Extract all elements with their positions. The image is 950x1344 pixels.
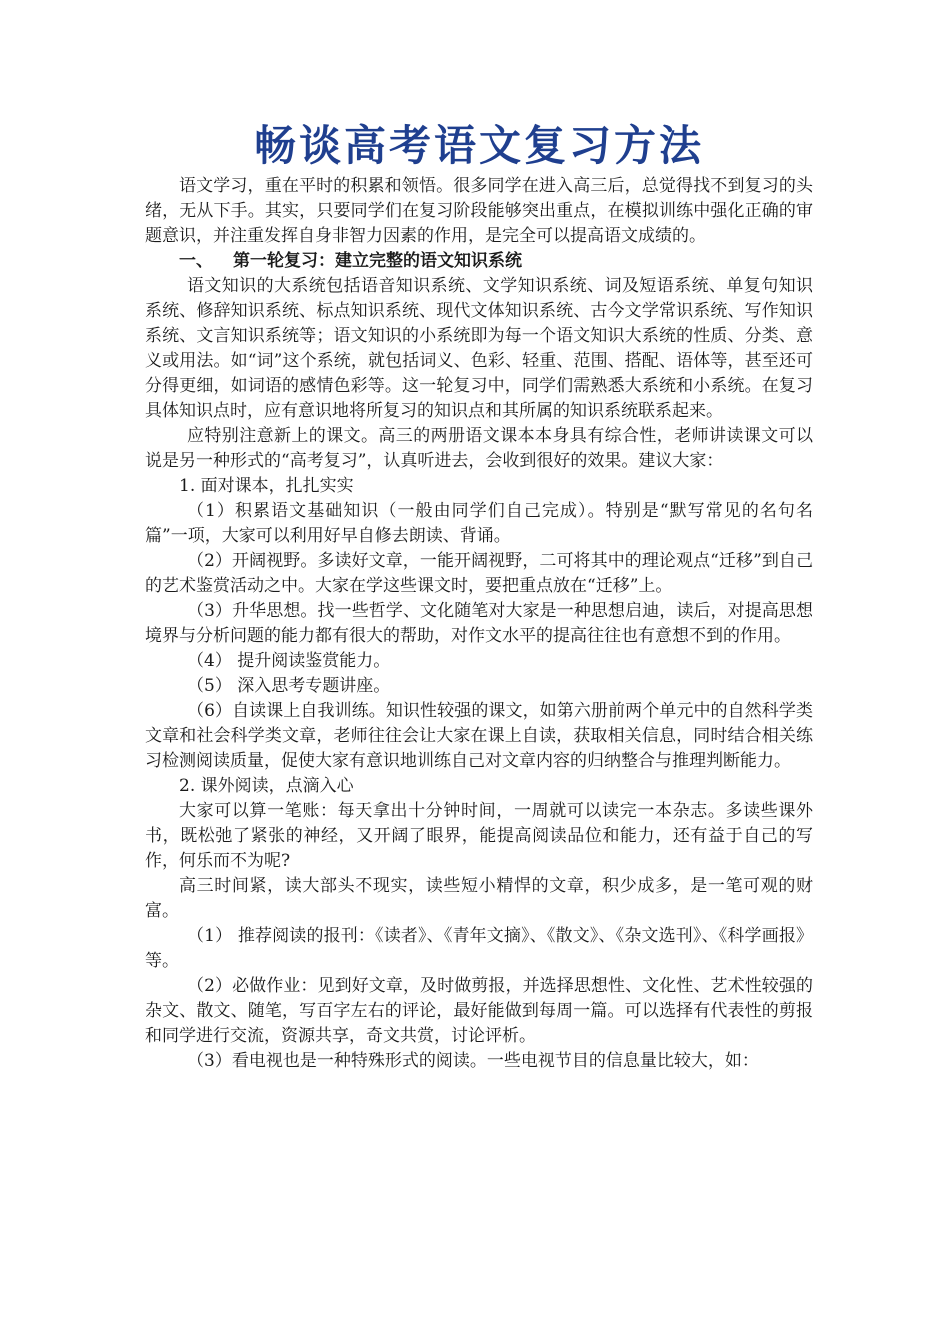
paragraph-short-articles: 高三时间紧，读大部头不现实，读些短小精悍的文章，积少成多，是一笔可观的财富。 bbox=[145, 876, 813, 921]
subheading-textbook: 1. 面对课本，扎扎实实 bbox=[179, 476, 354, 496]
list-item-self-training: （6）自读课上自我训练。知识性较强的课文，如第六册前两个单元中的自然科学类文章和社会科学类文章，老师往往会让大家在课上自读，获取相关信息，同时结合相关练习检测阅读质量，促使大家有意识地训练自己对文章内容的归纳整合与推理判断能力。 bbox=[145, 701, 813, 771]
list-item-television: （3）看电视也是一种特殊形式的阅读。一些电视节目的信息量比较大，如： bbox=[187, 1051, 759, 1071]
paragraph-knowledge-system: 语文知识的大系统包括语音知识系统、文学知识系统、词及短语系统、单复句知识系统、修辞知识系统、标点知识系统、现代文体知识系统、古今文学常识系统、写作知识系统、文言知识系统等；语文知识的小系统即为每一个语文知识大系统的性质、分类、意义或用法。如“词”这个系统，就包括词义、色彩、轻重、范围、搭配、语体等，甚至还可分得更细，如词语的感情色彩等。这一轮复习中，同学们需熟悉大系统和小系统。在复习具体知识点时，应有意识地将所复习的知识点和其所属的知识系统联系起来。 bbox=[145, 276, 813, 421]
section-heading bbox=[145, 249, 813, 274]
document-page bbox=[145, 118, 813, 1074]
list-item-reading-ability: （4） 提升阅读鉴赏能力。 bbox=[187, 651, 391, 671]
list-item-recommended-journals: （1） 推荐阅读的报刊：《读者》、《青年文摘》、《散文》、《杂文选刊》、《科学画报》等。 bbox=[145, 926, 813, 971]
subheading-extracurricular: 2. 课外阅读，点滴入心 bbox=[179, 776, 354, 796]
intro-paragraph: 语文学习，重在平时的积累和领悟。很多同学在进入高三后，总觉得找不到复习的头绪，无从下手。其实，只要同学们在复习阶段能够突出重点，在模拟训练中强化正确的审题意识，并注重发挥自身非智力因素的作用，是完全可以提高语文成绩的。 bbox=[145, 176, 813, 246]
paragraph-new-lessons: 应特别注意新上的课文。高三的两册语文课本本身具有综合性，老师讲读课文可以说是另一种形式的“高考复习”，认真听进去，会收到很好的效果。建议大家： bbox=[145, 426, 813, 471]
list-item-broaden-vision: （2）开阔视野。多读好文章，一能开阔视野，二可将其中的理论观点“迁移”到自己的艺术鉴赏活动之中。大家在学这些课文时，要把重点放在“迁移”上。 bbox=[145, 551, 813, 596]
list-item-lecture: （5） 深入思考专题讲座。 bbox=[187, 676, 391, 696]
section-heading-text: 第一轮复习：建立完整的语文知识系统 bbox=[233, 251, 522, 271]
list-item-sublimate-thought: （3）升华思想。找一些哲学、文化随笔对大家是一种思想启迪，读后，对提高思想境界与分析问题的能力都有很大的帮助，对作文水平的提高往往也有意想不到的作用。 bbox=[145, 601, 813, 646]
section-number: 一、 bbox=[179, 251, 213, 271]
list-item-accumulate: （1）积累语文基础知识（一般由同学们自己完成）。特别是“默写常见的名句名篇”一项，大家可以利用好早自修去朗读、背诵。 bbox=[145, 501, 813, 546]
document-title: 畅谈高考语文复习方法 bbox=[253, 121, 704, 170]
paragraph-reading-time: 大家可以算一笔账：每天拿出十分钟时间，一周就可以读完一本杂志。多读些课外书，既松弛了紧张的神经，又开阔了眼界，能提高阅读品位和能力，还有益于自己的写作，何乐而不为呢? bbox=[145, 801, 813, 871]
list-item-homework: （2）必做作业：见到好文章，及时做剪报，并选择思想性、文化性、艺术性较强的杂文、散文、随笔，写百字左右的评论，最好能做到每周一篇。可以选择有代表性的剪报和同学进行交流，资源共享，奇文共赏，讨论评析。 bbox=[145, 976, 813, 1046]
